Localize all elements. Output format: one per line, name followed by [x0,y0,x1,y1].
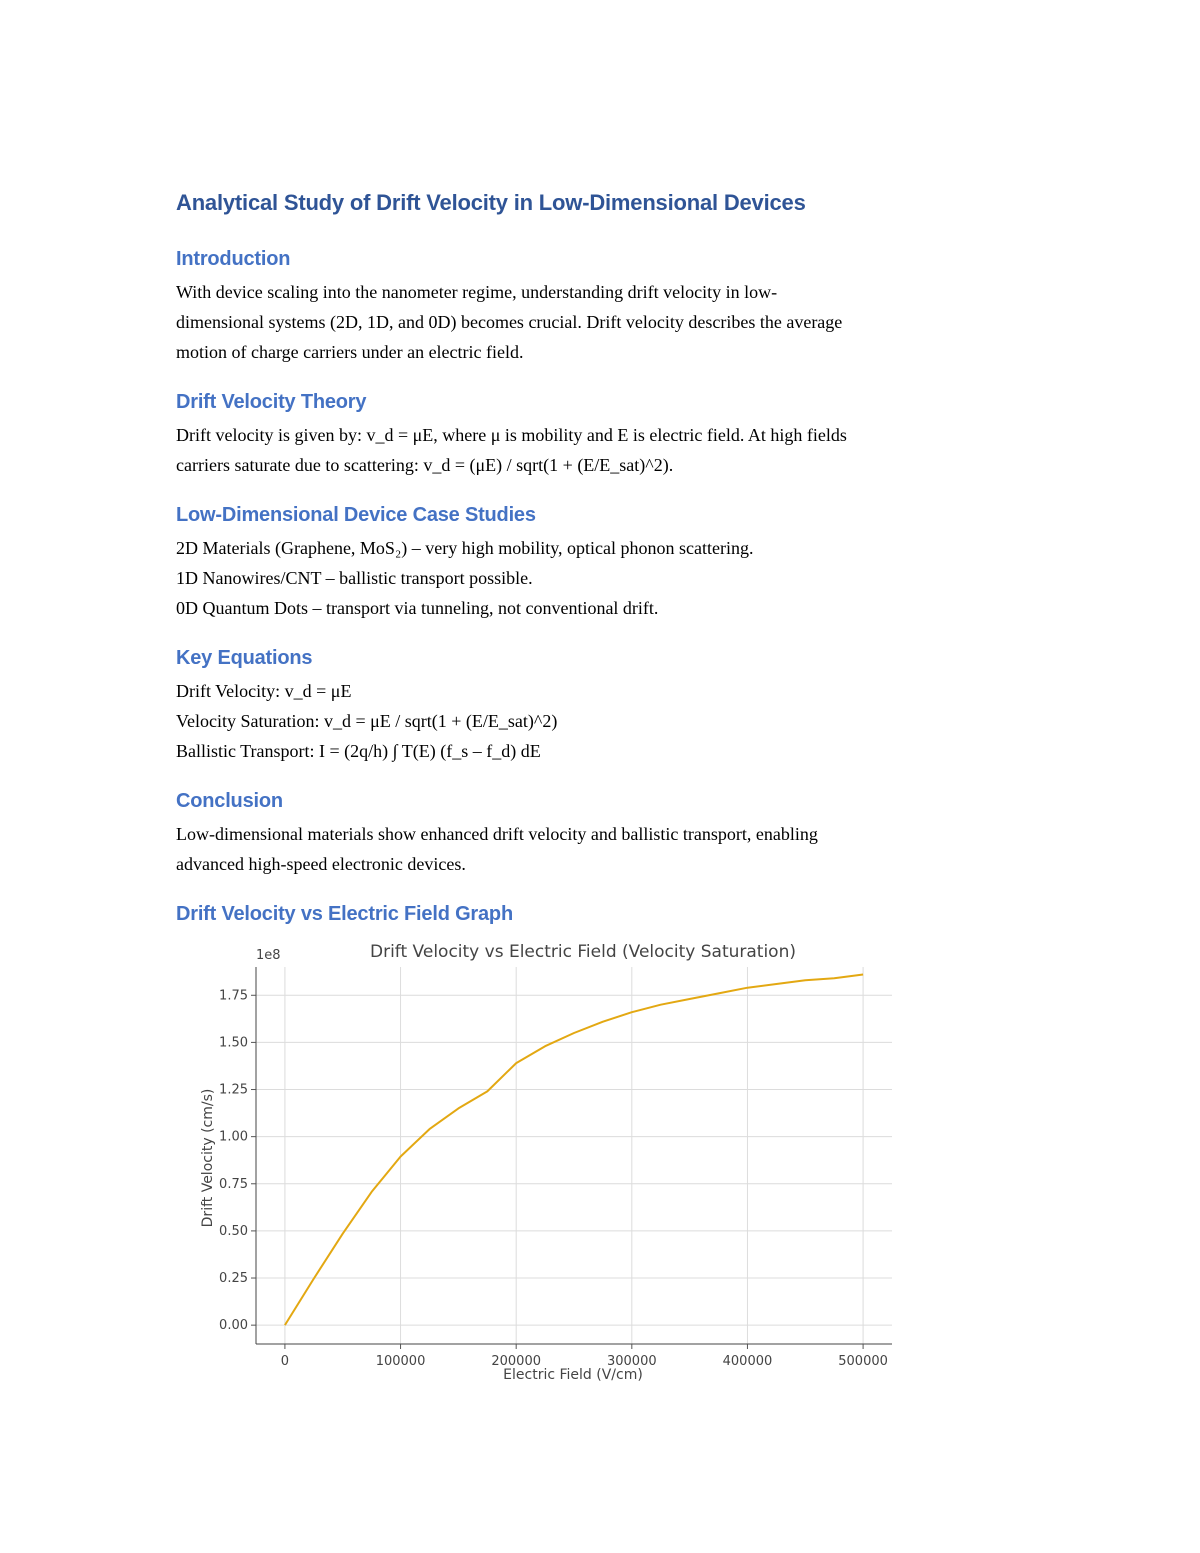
section-conclusion [176,790,818,879]
y-tick-label: 1.75 [219,988,248,1004]
y-tick-label: 0.25 [219,1271,248,1287]
x-tick-label: 200000 [491,1354,542,1369]
x-tick-label: 400000 [722,1354,773,1369]
x-tick-label: 0 [280,1354,290,1369]
document [176,190,1026,925]
paragraph-line: carriers saturate due to scattering: v_d = (μE) / sqrt(1 + (E/E_sat)^2). [176,455,674,475]
equation-line: Velocity Saturation: v_d = μE / sqrt(1 + (E/E_sat)^2) [176,711,558,731]
x-tick-label: 500000 [838,1354,888,1369]
section-heading: Drift Velocity Theory [176,391,367,413]
section-heading: Introduction [176,248,291,270]
document-title: Analytical Study of Drift Velocity in Low-Dimensional Devices [176,190,806,215]
chart-plot [285,975,863,1326]
section-case-studies [176,504,754,623]
section-key-equations [176,647,557,766]
x-axis-label: Electric Field (V/cm) [503,1367,643,1383]
section-drift-velocity-theory [176,391,847,480]
section-heading: Low-Dimensional Device Case Studies [176,504,536,526]
y-tick-label: 1.50 [219,1035,248,1051]
list-line: 2D Materials (Graphene, MoS₂) – very high mobility, optical phonon scattering. [176,538,754,558]
section-heading: Conclusion [176,790,283,812]
series-line [285,975,863,1326]
chart-axes [256,967,892,1344]
chart-title: Drift Velocity vs Electric Field (Velocity Saturation) [370,942,796,962]
drift-velocity-chart [190,935,910,1390]
paragraph-line: Low-dimensional materials show enhanced drift velocity and ballistic transport, enabling [176,824,818,844]
equation-line: Drift Velocity: v_d = μE [176,681,352,701]
section-heading: Key Equations [176,647,313,669]
list-line: 1D Nanowires/CNT – ballistic transport possible. [176,568,533,588]
paragraph-line: Drift velocity is given by: v_d = μE, where μ is mobility and E is electric field. At high fields [176,425,847,445]
paragraph-line: motion of charge carriers under an electric field. [176,342,524,362]
section-introduction [176,248,842,367]
paragraph-line: dimensional systems (2D, 1D, and 0D) becomes crucial. Drift velocity describes the average [176,312,843,332]
paragraph-line: advanced high-speed electronic devices. [176,854,466,874]
list-line: 0D Quantum Dots – transport via tunneling, not conventional drift. [176,598,659,618]
equation-line: Ballistic Transport: I = (2q/h) ∫ T(E) (f_s – f_d) dE [176,741,541,761]
y-offset-label: 1e8 [256,948,281,963]
y-tick-label: 0.75 [219,1176,248,1192]
y-tick-label: 0.00 [219,1318,248,1334]
paragraph-line: With device scaling into the nanometer regime, understanding drift velocity in low- [176,282,778,302]
x-tick-label: 300000 [606,1354,657,1369]
y-tick-label: 1.00 [219,1129,248,1145]
y-tick-label: 0.50 [219,1223,248,1239]
chart-ticks [219,988,888,1369]
y-tick-label: 1.25 [219,1082,248,1098]
section-graph [176,903,513,926]
x-tick-label: 100000 [375,1354,426,1369]
section-heading: Drift Velocity vs Electric Field Graph [176,903,513,925]
chart-svg [190,935,910,1390]
y-axis-label: Drift Velocity (cm/s) [200,1088,216,1228]
chart-grid [256,967,892,1344]
